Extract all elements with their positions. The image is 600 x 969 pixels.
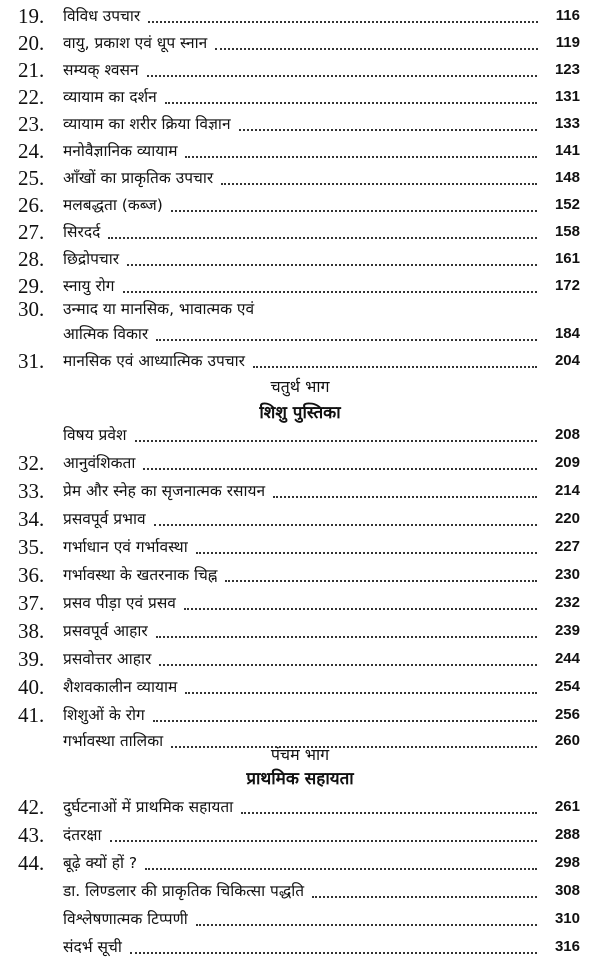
toc-row bbox=[0, 320, 600, 348]
toc-title: आत्मिक विकार bbox=[63, 325, 149, 343]
toc-row bbox=[0, 449, 600, 477]
toc-page-number: 172 bbox=[554, 277, 580, 294]
toc-number: 37. bbox=[18, 591, 45, 615]
toc-title: विषय प्रवेश bbox=[63, 426, 127, 444]
toc-number: 40. bbox=[18, 675, 45, 699]
toc-title: छिद्रोपचार bbox=[63, 250, 120, 268]
toc-title: प्रेम और स्नेह का सृजनात्मक रसायन bbox=[63, 482, 266, 500]
part4-heading: चतुर्थ भाग bbox=[270, 377, 330, 396]
dot-leader bbox=[171, 210, 537, 212]
toc-page-number: 316 bbox=[554, 938, 580, 955]
dot-leader bbox=[159, 664, 537, 666]
toc-page-number: 230 bbox=[554, 566, 580, 583]
dot-leader bbox=[156, 636, 537, 638]
dot-leader bbox=[253, 366, 537, 368]
toc-title: दुर्घटनाओं में प्राथमिक सहायता bbox=[63, 798, 234, 816]
toc-page-number: 308 bbox=[554, 882, 580, 899]
dot-leader bbox=[196, 552, 537, 554]
toc-page-number: 220 bbox=[554, 510, 580, 527]
toc-row bbox=[0, 29, 600, 57]
dot-leader bbox=[239, 129, 537, 131]
toc-title: वायु, प्रकाश एवं धूप स्नान bbox=[63, 34, 208, 52]
toc-row bbox=[0, 191, 600, 219]
toc-title: प्रसव पीड़ा एवं प्रसव bbox=[63, 594, 176, 612]
toc-number: 21. bbox=[18, 58, 45, 82]
dot-leader bbox=[110, 840, 537, 842]
toc-page-number: 310 bbox=[554, 910, 580, 927]
toc-title: डा. लिण्डलार की प्राकृतिक चिकित्सा पद्धति bbox=[63, 882, 305, 900]
toc-title: शिशुओं के रोग bbox=[63, 706, 145, 724]
toc-number: 28. bbox=[18, 247, 45, 271]
dot-leader bbox=[185, 692, 537, 694]
toc-row bbox=[0, 849, 600, 877]
dot-leader bbox=[196, 924, 537, 926]
dot-leader bbox=[184, 608, 537, 610]
dot-leader bbox=[147, 75, 537, 77]
toc-number: 24. bbox=[18, 139, 45, 163]
dot-leader bbox=[127, 264, 537, 266]
toc-page-number: 184 bbox=[554, 325, 580, 342]
toc-page-number: 131 bbox=[554, 88, 580, 105]
toc-row bbox=[0, 137, 600, 165]
toc-number: 22. bbox=[18, 85, 45, 109]
toc-title: शैशवकालीन व्यायाम bbox=[63, 678, 178, 696]
toc-title: सिरदर्द bbox=[63, 223, 101, 241]
toc-number: 34. bbox=[18, 507, 45, 531]
toc-title: बूढ़े क्यों हों ? bbox=[63, 854, 138, 872]
toc-row bbox=[0, 218, 600, 246]
toc-row bbox=[0, 673, 600, 701]
toc-title: विश्लेषणात्मक टिप्पणी bbox=[63, 910, 188, 928]
toc-row bbox=[0, 110, 600, 138]
toc-number: 30. bbox=[18, 297, 45, 321]
toc-title: मानसिक एवं आध्यात्मिक उपचार bbox=[63, 352, 245, 370]
dot-leader bbox=[156, 339, 537, 341]
toc-title: संदर्भ सूची bbox=[63, 938, 122, 956]
dot-leader bbox=[135, 440, 537, 442]
toc-page-number: 288 bbox=[554, 826, 580, 843]
toc-page-number: 260 bbox=[554, 732, 580, 749]
toc-page-number: 298 bbox=[554, 854, 580, 871]
toc-number: 32. bbox=[18, 451, 45, 475]
toc-row bbox=[0, 933, 600, 961]
toc-row bbox=[0, 347, 600, 375]
toc-number: 20. bbox=[18, 31, 45, 55]
toc-page-number: 133 bbox=[554, 115, 580, 132]
toc-row bbox=[0, 245, 600, 273]
toc-title: गर्भावस्था तालिका bbox=[63, 732, 164, 750]
toc-row bbox=[0, 2, 600, 30]
toc-number: 35. bbox=[18, 535, 45, 559]
toc-row bbox=[0, 617, 600, 645]
toc-number: 26. bbox=[18, 193, 45, 217]
toc-page-number: 116 bbox=[555, 7, 580, 24]
toc-number: 25. bbox=[18, 166, 45, 190]
toc-title: आँखों का प्राकृतिक उपचार bbox=[63, 169, 214, 187]
dot-leader bbox=[143, 468, 537, 470]
toc-page-number: 158 bbox=[554, 223, 580, 240]
toc-title: व्यायाम का शरीर क्रिया विज्ञान bbox=[63, 115, 231, 133]
toc-title: प्रसवपूर्व प्रभाव bbox=[63, 510, 146, 528]
part4-subheading: शिशु पुस्तिका bbox=[259, 403, 341, 423]
toc-page-number: 261 bbox=[554, 798, 580, 815]
toc-page-number: 152 bbox=[554, 196, 580, 213]
toc-number: 41. bbox=[18, 703, 45, 727]
dot-leader bbox=[130, 952, 537, 954]
toc-page-number: 239 bbox=[554, 622, 580, 639]
dot-leader bbox=[273, 496, 537, 498]
toc-page-number: 123 bbox=[554, 61, 580, 78]
toc-row bbox=[0, 701, 600, 729]
dot-leader bbox=[215, 48, 538, 50]
part5-heading: पंचम भाग bbox=[270, 745, 330, 764]
toc-row bbox=[0, 295, 600, 323]
toc-row bbox=[0, 421, 600, 449]
toc-page-number: 148 bbox=[554, 169, 580, 186]
dot-leader bbox=[221, 183, 537, 185]
toc-row bbox=[0, 877, 600, 905]
dot-leader bbox=[312, 896, 537, 898]
dot-leader bbox=[185, 156, 537, 158]
toc-number: 33. bbox=[18, 479, 45, 503]
part5-subheading: प्राथमिक सहायता bbox=[246, 769, 354, 789]
toc-row bbox=[0, 164, 600, 192]
toc-row bbox=[0, 821, 600, 849]
dot-leader bbox=[108, 237, 537, 239]
toc-page-number: 214 bbox=[554, 482, 580, 499]
toc-page-number: 209 bbox=[554, 454, 580, 471]
toc-page-number: 119 bbox=[555, 34, 580, 51]
toc-row bbox=[0, 56, 600, 84]
toc-page-number: 232 bbox=[554, 594, 580, 611]
toc-number: 36. bbox=[18, 563, 45, 587]
toc-title: स्नायु रोग bbox=[63, 277, 115, 295]
toc-number: 19. bbox=[18, 4, 45, 28]
toc-page-number: 256 bbox=[554, 706, 580, 723]
toc-number: 38. bbox=[18, 619, 45, 643]
toc-number: 23. bbox=[18, 112, 45, 136]
toc-page-number: 244 bbox=[554, 650, 580, 667]
toc-title: उन्माद या मानसिक, भावात्मक एवं bbox=[63, 300, 255, 318]
toc-title: गर्भावस्था के खतरनाक चिह्न bbox=[63, 566, 218, 584]
toc-number: 31. bbox=[18, 349, 45, 373]
dot-leader bbox=[153, 720, 537, 722]
toc-title: प्रसवोत्तर आहार bbox=[63, 650, 152, 668]
toc-number: 27. bbox=[18, 220, 45, 244]
toc-row bbox=[0, 533, 600, 561]
toc-row bbox=[0, 561, 600, 589]
toc-title: व्यायाम का दर्शन bbox=[63, 88, 157, 106]
toc-title: दंतरक्षा bbox=[63, 826, 102, 844]
toc-row bbox=[0, 589, 600, 617]
toc-row bbox=[0, 905, 600, 933]
toc-number: 29. bbox=[18, 274, 45, 298]
toc-page-number: 227 bbox=[554, 538, 580, 555]
toc-row bbox=[0, 83, 600, 111]
toc-row bbox=[0, 505, 600, 533]
toc-number: 39. bbox=[18, 647, 45, 671]
dot-leader bbox=[148, 21, 538, 23]
toc-title: गर्भाधान एवं गर्भावस्था bbox=[63, 538, 188, 556]
toc-page-number: 204 bbox=[554, 352, 580, 369]
toc-title: विविध उपचार bbox=[63, 7, 141, 25]
dot-leader bbox=[145, 868, 537, 870]
toc-row bbox=[0, 645, 600, 673]
toc-page-number: 208 bbox=[554, 426, 580, 443]
toc-page-number: 254 bbox=[554, 678, 580, 695]
toc-row bbox=[0, 477, 600, 505]
dot-leader bbox=[154, 524, 537, 526]
toc-title: सम्यक् श्वसन bbox=[63, 61, 139, 79]
toc-title: प्रसवपूर्व आहार bbox=[63, 622, 148, 640]
toc-page-number: 141 bbox=[554, 142, 580, 159]
toc-page-number: 161 bbox=[554, 250, 580, 267]
dot-leader bbox=[165, 102, 537, 104]
toc-number: 43. bbox=[18, 823, 45, 847]
toc-number: 44. bbox=[18, 851, 45, 875]
toc-title: मलबद्धता (कब्ज) bbox=[63, 196, 163, 214]
dot-leader bbox=[241, 812, 537, 814]
toc-title: आनुवंशिकता bbox=[63, 454, 136, 472]
dot-leader bbox=[225, 580, 537, 582]
toc-title: मनोवैज्ञानिक व्यायाम bbox=[63, 142, 178, 160]
toc-row bbox=[0, 793, 600, 821]
toc-number: 42. bbox=[18, 795, 45, 819]
dot-leader bbox=[123, 291, 537, 293]
